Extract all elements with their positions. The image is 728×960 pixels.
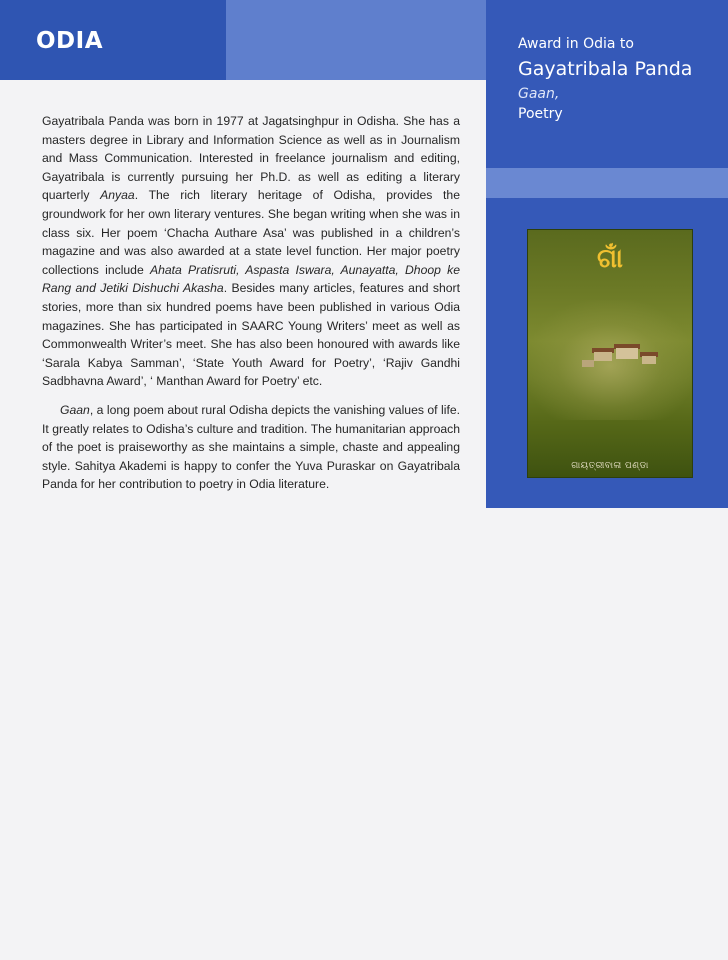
award-book-title: Gaan,	[518, 86, 560, 102]
bio-text-segment: . The rich literary heritage of Odisha, provides the groundwork for her own literary ventures. She began writing when she was in class six. Her poem ‘Chacha Authare Asa’ was published in a children’s magazine and was also awarded at a state level function. Her major poetry collections include	[42, 188, 460, 277]
bio-paragraph	[42, 112, 460, 391]
book-description: , a long poem about rural Odisha depicts the vanishing values of life. It greatly relates to Odisha’s culture and tradition. The humanitarian approach of the poet is praiseworthy as she maintains a simple, chaste and appealing style. Sahitya Akademi is happy to confer the Yuva Puraskar on Gayatribala Panda for her contribution to poetry in Odia literature.	[42, 402, 460, 492]
award-recipient: Gayatribala Panda	[518, 58, 693, 80]
header-accent-band	[226, 0, 486, 80]
book-paragraph	[42, 401, 460, 494]
cover-house	[616, 348, 638, 359]
cover-house	[642, 356, 656, 364]
cover-author: ଗାୟତ୍ରୀବାଳା ପଣ୍ଡା	[571, 461, 649, 471]
bio-text-segment: Gayatribala Panda was born in 1977 at Jagatsinghpur in Odisha. She has a masters degree in Library and Information Science as well as in Journalism and Mass Communication. Interested in freelance journalism and editing, Gayatribala is currently pursuing her Ph.D. as well as editing a literary quarterly	[42, 114, 460, 203]
header-band	[0, 0, 226, 80]
award-genre: Poetry	[518, 106, 563, 122]
cover-title: ଗାଁ	[597, 244, 623, 274]
book-cover-image	[528, 230, 692, 477]
award-panel-divider	[486, 168, 728, 198]
cover-house	[594, 352, 612, 361]
cover-house	[582, 360, 594, 367]
book-title-inline: Gaan	[60, 402, 90, 417]
bio-text-segment: . Besides many articles, features and short stories, more than six hundred poems have been published in various Odia magazines. She has participated in SAARC Young Writers’ meet as well as Commonwealth Writer’s meet. She has also been honoured with awards like ‘Sarala Kabya Samman’, ‘State Youth Award for Poetry’, ‘Rajiv Gandhi Sadbhavna Award’, ‘ Manthan Award for Poetry’ etc.	[42, 281, 460, 389]
language-heading: ODIA	[36, 28, 104, 54]
poetry-collections: Ahata Pratisruti, Aspasta Iswara, Aunayatta, Dhoop ke Rang and Jetiki Dishuchi Akasha	[42, 262, 461, 296]
magazine-name: Anyaa	[100, 188, 135, 203]
award-label: Award in Odia to	[518, 36, 634, 52]
award-panel	[486, 0, 728, 168]
biography-text	[42, 112, 460, 494]
